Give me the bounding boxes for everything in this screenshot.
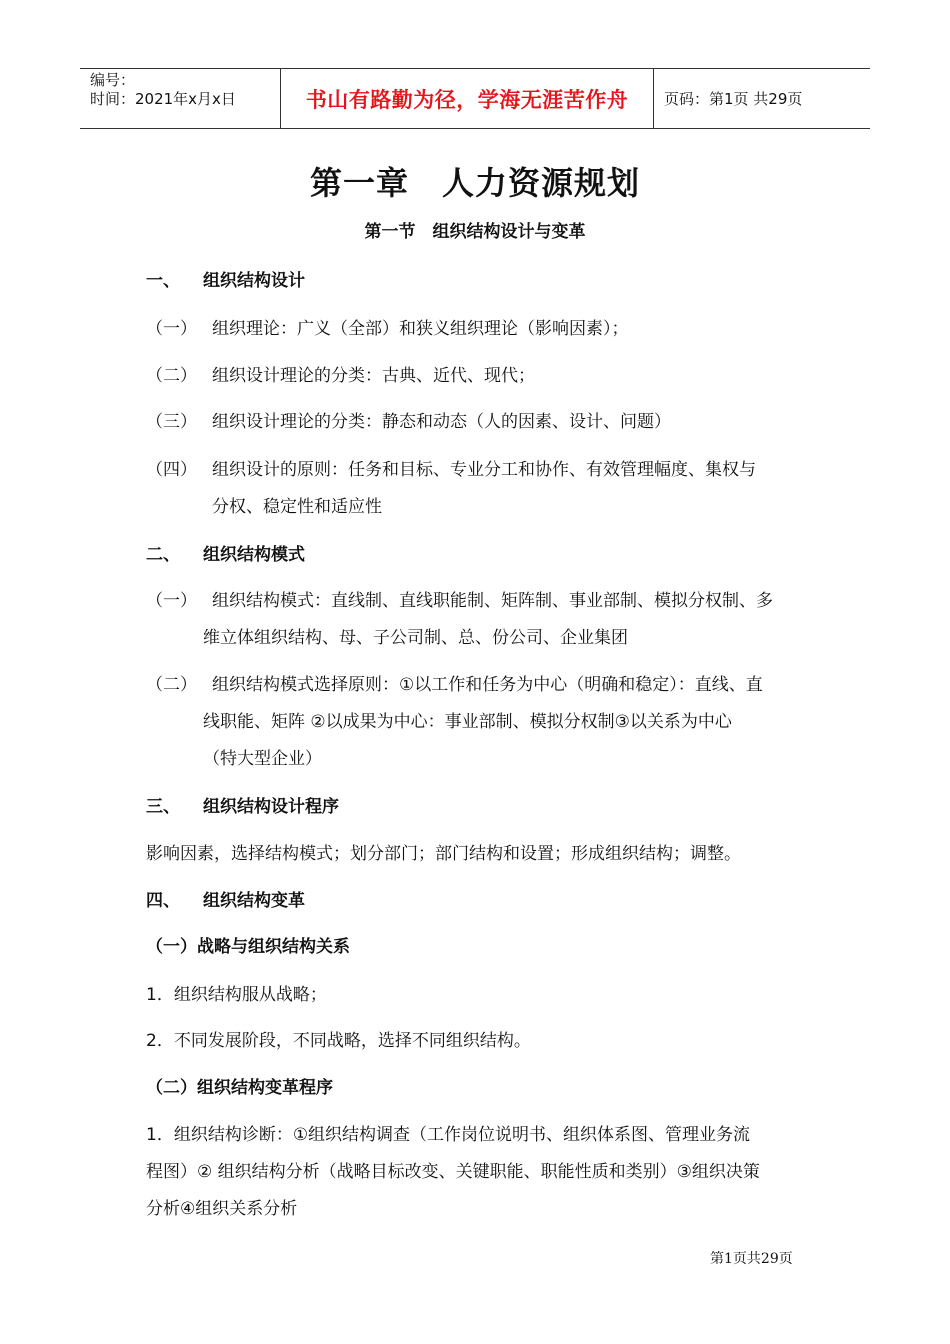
section-2-item-1-line-1: 组织结构模式：直线制、直线职能制、矩阵制、事业部制、模拟分权制、多 — [212, 591, 773, 611]
header-meta-cell — [80, 69, 281, 128]
section-1-heading: 组织结构设计 — [203, 271, 305, 291]
section-4-sub-2-heading: （二）组织结构变革程序 — [146, 1078, 333, 1098]
section-1-item-4-number: （四） — [146, 460, 197, 480]
section-2-item-1-line-2: 维立体组织结构、母、子公司制、总、份公司、企业集团 — [203, 628, 628, 648]
section-4-sub-2-item-1-line-1: 1．组织结构诊断：①组织结构调查（工作岗位说明书、组织体系图、管理业务流 — [146, 1125, 751, 1145]
section-4-sub-1-item-2: 2．不同发展阶段，不同战略，选择不同组织结构。 — [146, 1031, 531, 1051]
time-label: 时间：2021年x月x日 — [90, 90, 236, 108]
section-1-item-3: 组织设计理论的分类：静态和动态（人的因素、设计、问题） — [212, 412, 671, 432]
section-3-text: 影响因素，选择结构模式；划分部门；部门结构和设置；形成组织结构；调整。 — [146, 844, 741, 864]
section-4-sub-2-item-1-line-3: 分析④组织关系分析 — [146, 1199, 298, 1219]
section-3-number: 三、 — [146, 797, 180, 817]
section-1-item-1-number: （一） — [146, 319, 197, 339]
section-4-heading: 组织结构变革 — [203, 891, 305, 911]
section-2-item-2-number: （二） — [146, 675, 197, 695]
section-1-item-2-number: （二） — [146, 366, 197, 386]
section-2-item-2-line-2: 线职能、矩阵 ②以成果为中心：事业部制、模拟分权制③以关系为中心 — [203, 712, 732, 732]
footer-page-info: 第1页共29页 — [710, 1251, 793, 1267]
header-page-info: 页码：第1页 共29页 — [664, 90, 803, 108]
section-1-item-4-line-1: 组织设计的原则：任务和目标、专业分工和协作、有效管理幅度、集权与 — [212, 460, 756, 480]
section-title: 第一节 组织结构设计与变革 — [364, 222, 586, 242]
section-1-item-1: 组织理论：广义（全部）和狭义组织理论（影响因素）； — [212, 319, 629, 339]
header-table — [80, 68, 870, 129]
section-3-heading: 组织结构设计程序 — [203, 797, 339, 817]
section-4-number: 四、 — [146, 891, 180, 911]
section-2-item-2-line-3: （特大型企业） — [203, 749, 322, 769]
chapter-title: 第一章 人力资源规划 — [309, 164, 640, 202]
section-1-number: 一、 — [146, 271, 180, 291]
section-2-item-1-number: （一） — [146, 591, 197, 611]
number-label: 编号： — [90, 71, 136, 89]
section-4-sub-1-item-1: 1．组织结构服从战略； — [146, 985, 327, 1005]
motto: 书山有路勤为径，学海无涯苦作舟 — [281, 69, 654, 128]
section-2-number: 二、 — [146, 545, 180, 565]
section-1-item-2: 组织设计理论的分类：古典、近代、现代； — [212, 366, 535, 386]
section-2-item-2-line-1: 组织结构模式选择原则：①以工作和任务为中心（明确和稳定）：直线、直 — [212, 675, 763, 695]
section-1-item-4-line-2: 分权、稳定性和适应性 — [212, 497, 382, 517]
section-1-item-3-number: （三） — [146, 412, 197, 432]
section-4-sub-2-item-1-line-2: 程图）② 组织结构分析（战略目标改变、关键职能、职能性质和类别）③组织决策 — [146, 1162, 760, 1182]
section-4-sub-1-heading: （一）战略与组织结构关系 — [146, 937, 350, 957]
section-2-heading: 组织结构模式 — [203, 545, 305, 565]
